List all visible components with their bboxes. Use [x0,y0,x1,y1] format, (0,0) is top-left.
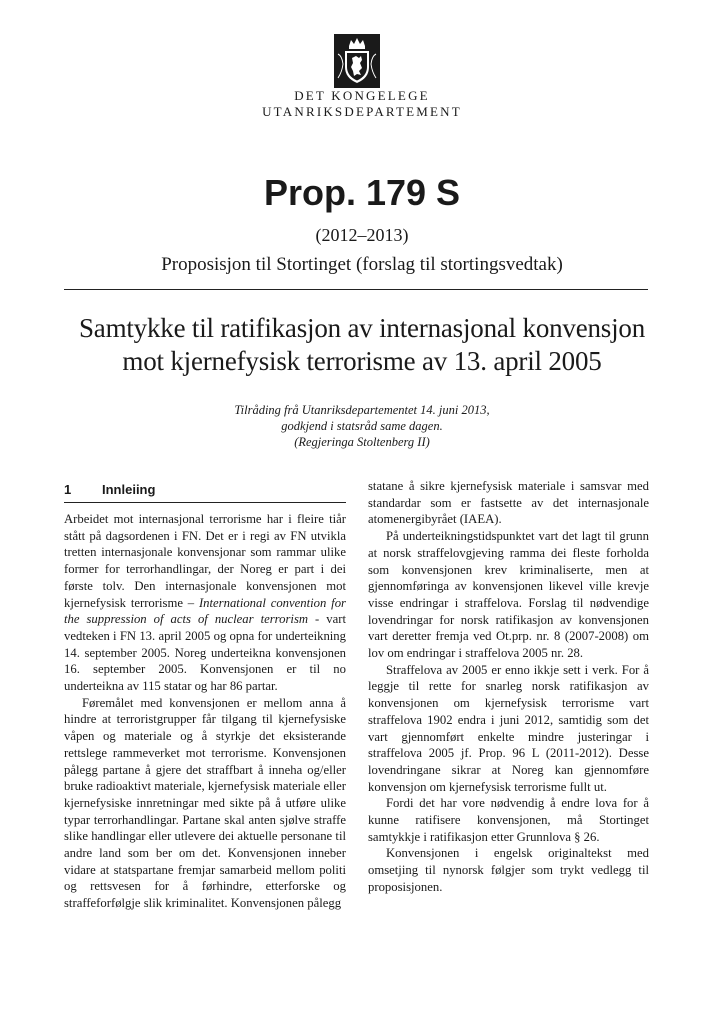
paragraph-2: Føremålet med konvensjonen er mellom anna å hindre at terroristgrupper får tilgang til kjernefysiske våpen og materiale og å styrkje det eksisterande rettslege rammeverket mot terrorisme. Konvensjonen pålegg partane å gjere det straffbart å inneha og/eller bruke radioaktivt materiale, kjernefysisk materiale eller kjernefysiske innretningar med sikte på å utføre ulike typar terrorhandlingar. Partane skal anten sjølve straffe slike handlingar eller utlevere dei aktuelle personane til andre land som ber om det. Konvensjonen inneber vidare at statspartane fremjar samarbeid mellom politi og rettsvesen for å førhindre, etterforske og straffeforfølgje slik kriminalitet. Konvensjonen pålegg [64,695,346,911]
text-column-right [368,478,649,896]
paragraph-2-continued: statane å sikre kjernefysisk materiale i samsvar med standardar som er fastsette av det internasjonale atomenergibyrået (IAEA). [368,479,649,527]
paragraph-4: Straffelova av 2005 er enno ikkje sett i verk. For å leggje til rette for snarleg norsk ratifikasjon av konvensjonen om kjernefysisk terrorisme vart straffelova 1902 endra i juni 2012, samtidig som det vart gjennomført enkelte mindre justeringar i straffelova 2005 jf. Prop. 96 L (2011-2012). Desse lovendringane sikrar at Noreg kan gjennomføre konvensjon om kjernefysisk terrorisme fullt ut. [368,662,649,794]
paragraph-1 [64,511,346,695]
document-title-line1: Samtykke til ratifikasjon av internasjonal konvensjon [78,313,646,343]
department-name-line1: DET KONGELEGE [294,88,430,103]
recommendation-line2: godkjend i statsråd same dagen. [281,419,443,433]
department-name-line2: UTANRIKSDEPARTEMENT [262,104,462,119]
coat-of-arms-icon [334,34,380,88]
paragraph-3: På underteikningstidspunktet vart det lagt til grunn at norsk straffelovgjeving ramma dei fleste forholda som konvensjonen krev kriminaliserte, men at gjennomføringa av konvensjonen likevel ville krevje visse endringar i straffelova. Forslag til nødvendige lovendringar for norsk ratifikasjon av konvensjonen vart deretter fremja ved Ot.prp. nr. 8 (2007-2008) om lov om endringar i straffelova 2005 nr. 28. [368,529,649,661]
section-title: Innleiing [102,482,156,497]
section-divider [64,502,346,503]
document-title-line2: mot kjernefysisk terrorisme av 13. april 2005 [122,346,602,376]
session-years: (2012–2013) [315,225,409,245]
section-heading [64,482,346,497]
paragraph-1-part-b: - vart vedteken i FN 13. april 2005 og opna for underteikning 14. september 2005. Noreg underteikna konvensjonen 16. september 2005. Konvensjonen er til no underteikna av 115 statar og har 86 partar. [64,612,346,694]
proposition-subtitle: Proposisjon til Stortinget (forslag til stortingsvedtak) [161,254,563,275]
section-number: 1 [64,482,72,497]
title-divider [64,289,648,290]
recommendation-line1: Tilråding frå Utanriksdepartementet 14. juni 2013, [234,403,490,417]
text-column-left [64,511,346,912]
paragraph-1-part-a: Arbeidet mot internasjonal terrorisme har i fleire tiår stått på dagsordenen i FN. Det er i regi av FN utvikla tretten internasjonale konvensjonar som rammar ulike former for terrorhandlingar, der Noreg er part i dei første tolv. Den internasjonale konvensjonen mot kjernefysisk terrorisme – [64,512,346,610]
convention-title: International convention for the suppression of acts of nuclear terrorism [64,595,346,627]
recommendation-note [0,402,724,450]
paragraph-6: Konvensjonen i engelsk originaltekst med omsetjing til nynorsk følgjer som trykt vedlegg til proposisjonen. [368,846,649,894]
proposition-number: Prop. 179 S [263,172,461,213]
paragraph-5: Fordi det har vore nødvendig å endre lova for å kunne ratifisere konvensjonen, må Stortinget samtykkje i ratifikasjon etter Grunnlova § 26. [368,796,649,844]
recommendation-line3: (Regjeringa Stoltenberg II) [294,435,430,449]
document-title [40,312,684,378]
